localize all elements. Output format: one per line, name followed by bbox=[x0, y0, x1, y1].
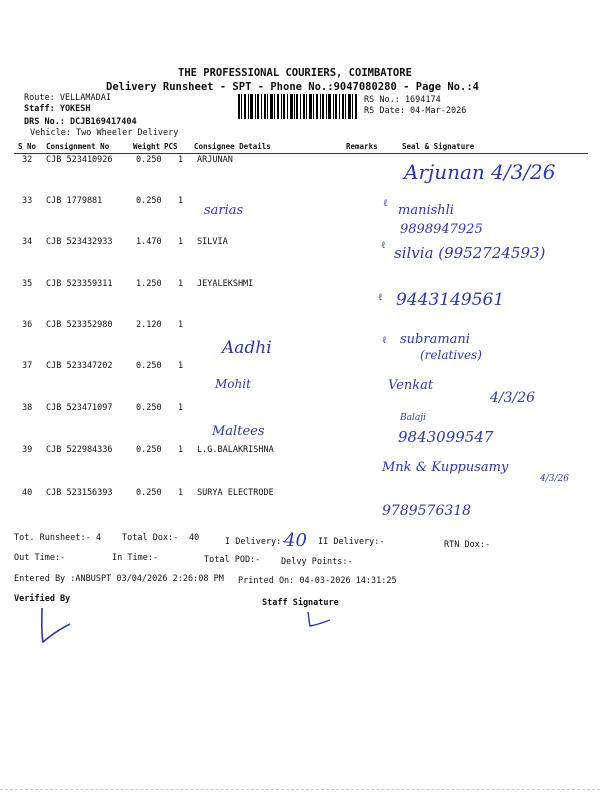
barcode bbox=[238, 94, 358, 119]
row-pcs: 1 bbox=[178, 196, 184, 206]
signature-row33-phone: 9898947925 bbox=[400, 222, 483, 237]
row-consignment-no: CJB 522984336 bbox=[46, 445, 113, 455]
signature-row37-date: 4/3/26 bbox=[490, 390, 536, 406]
row-pcs: 1 bbox=[178, 488, 184, 498]
rs-number: RS No.: 1694174 bbox=[364, 95, 441, 105]
col-pcs: PCS bbox=[164, 142, 178, 151]
row-sno: 36 bbox=[22, 320, 33, 330]
table-row bbox=[0, 196, 600, 236]
table-row bbox=[0, 445, 600, 485]
row-weight: 0.250 bbox=[136, 488, 162, 498]
row-sno: 38 bbox=[22, 403, 33, 413]
out-time-label: Out Time:- bbox=[14, 553, 66, 563]
row-pcs: 1 bbox=[178, 279, 184, 289]
delivery-mark-row35: ℓ bbox=[378, 292, 383, 303]
signature-row32: Arjunan 4/3/26 bbox=[404, 160, 556, 184]
col-consignee: Consignee Details bbox=[194, 142, 271, 151]
row-sno: 40 bbox=[22, 488, 33, 498]
handwritten-name-row38: Maltees bbox=[212, 424, 265, 439]
ii-delivery-label: II Delivery:- bbox=[318, 537, 385, 547]
row-consignee: L.G.BALAKRISHNA bbox=[197, 445, 274, 455]
drs-label: DRS No.: DCJB169417404 bbox=[24, 117, 137, 127]
signature-row36-relation: (relatives) bbox=[420, 348, 482, 362]
row-weight: 0.250 bbox=[136, 403, 162, 413]
row-sno: 33 bbox=[22, 196, 33, 206]
signature-row35: 9443149561 bbox=[396, 290, 505, 310]
row-weight: 1.250 bbox=[136, 279, 162, 289]
total-dox-value: 40 bbox=[189, 533, 200, 543]
signature-row37-scrawl: Venkat bbox=[388, 378, 434, 393]
row-consignment-no: CJB 523359311 bbox=[46, 279, 113, 289]
row-pcs: 1 bbox=[178, 320, 184, 330]
row-weight: 0.250 bbox=[136, 361, 162, 371]
i-delivery-label: I Delivery:- bbox=[225, 537, 287, 547]
runsheet-subtitle: Delivery Runsheet - SPT - Phone No.:9047080280 - Page No.:4 bbox=[106, 81, 479, 93]
table-header bbox=[0, 140, 600, 154]
delivery-mark-row34: ℓ bbox=[381, 240, 386, 251]
verified-by-signature bbox=[36, 604, 76, 644]
row-weight: 1.470 bbox=[136, 237, 162, 247]
table-row bbox=[0, 488, 600, 528]
signature-row39-scrawl: Mnk & Kuppusamy bbox=[382, 460, 509, 475]
col-consignment: Consignment No bbox=[46, 142, 110, 151]
tot-runsheet: Tot. Runsheet:- 4 bbox=[14, 533, 101, 543]
signature-row39-date: 4/3/26 bbox=[540, 474, 569, 484]
staff-signature-mark bbox=[302, 608, 336, 630]
rtn-dox-label: RTN Dox:- bbox=[444, 540, 491, 550]
table-row bbox=[0, 279, 600, 319]
vehicle-label: Vehicle: Two Wheeler Delivery bbox=[30, 128, 179, 138]
col-remarks: Remarks bbox=[346, 142, 378, 151]
row-sno: 34 bbox=[22, 237, 33, 247]
row-consignment-no: CJB 1779881 bbox=[46, 196, 103, 206]
row-weight: 0.250 bbox=[136, 445, 162, 455]
col-weight: Weight bbox=[133, 142, 161, 151]
row-weight: 0.250 bbox=[136, 155, 162, 165]
row-consignee: SILVIA bbox=[197, 237, 228, 247]
row-pcs: 1 bbox=[178, 155, 184, 165]
signature-row40-phone: 9789576318 bbox=[382, 503, 472, 519]
rs-date: RS Date: 04-Mar-2026 bbox=[364, 106, 467, 116]
row-sno: 32 bbox=[22, 155, 33, 165]
staff-label: Staff: YOKESH bbox=[24, 104, 91, 114]
table-row bbox=[0, 403, 600, 443]
route-label: Route: VELLAMADAI bbox=[24, 93, 111, 103]
total-dox-label: Total Dox:- bbox=[122, 533, 179, 543]
company-title: THE PROFESSIONAL COURIERS, COIMBATORE bbox=[178, 67, 412, 79]
in-time-label: In Time:- bbox=[112, 553, 159, 563]
row-weight: 0.250 bbox=[136, 196, 162, 206]
row-pcs: 1 bbox=[178, 403, 184, 413]
row-consignment-no: CJB 523347202 bbox=[46, 361, 113, 371]
entered-by: Entered By :ANBUSPT 03/04/2026 2:26:08 PM bbox=[14, 574, 224, 584]
signature-row34: silvia (9952724593) bbox=[394, 244, 546, 262]
total-pod-label: Total POD:- bbox=[204, 555, 261, 565]
handwritten-name-row37: Mohit bbox=[215, 377, 251, 391]
printed-on: Printed On: 04-03-2026 14:31:25 bbox=[238, 576, 397, 586]
row-consignment-no: CJB 523352980 bbox=[46, 320, 113, 330]
row-consignment-no: CJB 523432933 bbox=[46, 237, 113, 247]
row-consignment-no: CJB 523156393 bbox=[46, 488, 113, 498]
col-seal-signature: Seal & Signature bbox=[402, 142, 475, 151]
page-bottom-edge bbox=[0, 789, 600, 790]
row-consignment-no: CJB 523410926 bbox=[46, 155, 113, 165]
header-divider bbox=[14, 153, 588, 154]
signature-row36-name: subramani bbox=[400, 332, 470, 347]
row-sno: 35 bbox=[22, 279, 33, 289]
row-weight: 2.120 bbox=[136, 320, 162, 330]
delivery-mark-row33: ℓ bbox=[383, 198, 388, 209]
row-consignee: ARJUNAN bbox=[197, 155, 233, 165]
staff-signature-label: Staff Signature bbox=[262, 598, 339, 608]
signature-row33-name: manishli bbox=[398, 203, 454, 218]
row-pcs: 1 bbox=[178, 361, 184, 371]
col-sno: S No bbox=[18, 142, 37, 151]
row-consignee: SURYA ELECTRODE bbox=[197, 488, 274, 498]
signature-row38-name: Balaji bbox=[400, 413, 426, 423]
delivery-mark-row36: ℓ bbox=[382, 335, 387, 346]
row-consignment-no: CJB 523471097 bbox=[46, 403, 113, 413]
row-pcs: 1 bbox=[178, 445, 184, 455]
i-delivery-value: 40 bbox=[284, 530, 307, 551]
handwritten-name-row33: sarias bbox=[204, 203, 244, 218]
row-sno: 39 bbox=[22, 445, 33, 455]
verified-by-label: Verified By bbox=[14, 594, 71, 604]
handwritten-name-row36: Aadhi bbox=[222, 338, 272, 358]
delvy-points-label: Delvy Points:- bbox=[281, 557, 353, 567]
table-row bbox=[0, 320, 600, 360]
row-pcs: 1 bbox=[178, 237, 184, 247]
row-consignee: JEYALEKSHMI bbox=[197, 279, 254, 289]
row-sno: 37 bbox=[22, 361, 33, 371]
signature-row38-phone: 9843099547 bbox=[398, 428, 494, 446]
